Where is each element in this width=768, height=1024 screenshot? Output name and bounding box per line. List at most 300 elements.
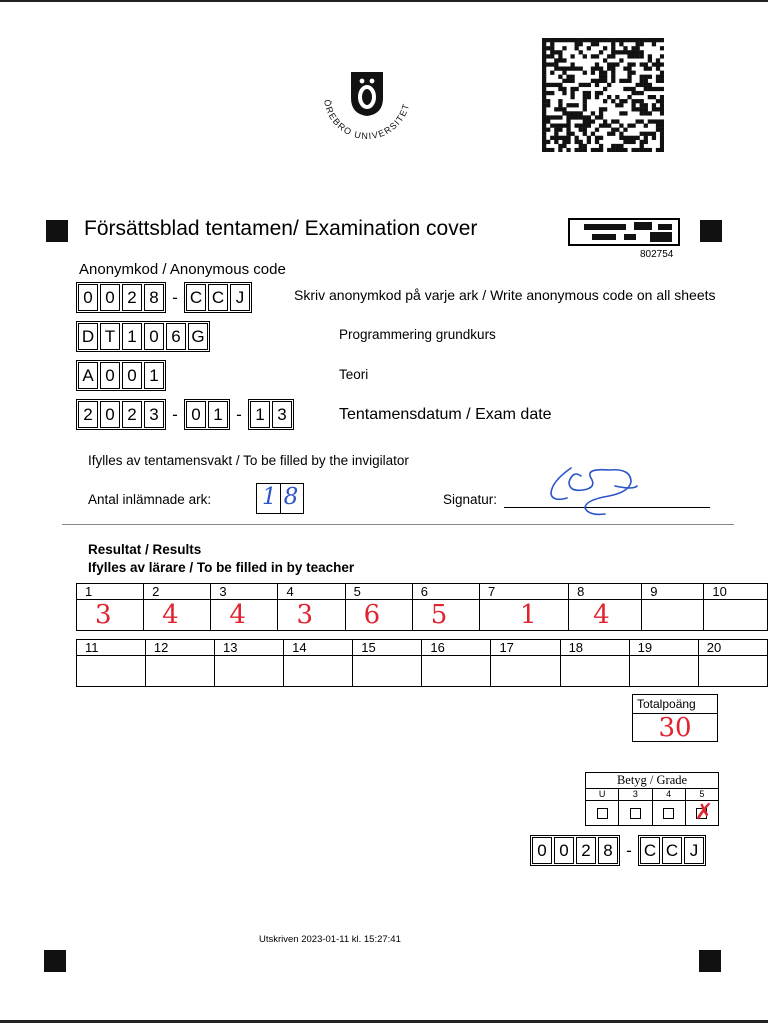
qr-module: [558, 107, 562, 111]
code-digit: 0: [554, 837, 574, 864]
qr-module: [550, 50, 554, 54]
question-number: 14: [284, 640, 353, 656]
question-number: 4: [278, 584, 345, 600]
qr-module: [575, 103, 579, 107]
qr-module: [595, 54, 599, 58]
question-number: 2: [144, 584, 211, 600]
qr-module: [652, 119, 656, 123]
qr-module: [562, 79, 566, 83]
qr-module: [546, 140, 550, 144]
qr-module: [595, 62, 599, 66]
course-code-group: [76, 321, 210, 352]
date-digit: 1: [250, 401, 270, 428]
qr-module: [636, 54, 640, 58]
anonymous-code-instruction: Skriv anonymkod på varje ark / Write anonymous code on all sheets: [294, 287, 716, 303]
qr-module: [546, 62, 550, 66]
qr-module: [566, 148, 570, 152]
qr-module: [619, 132, 623, 136]
qr-module: [542, 107, 546, 111]
qr-module: [652, 38, 656, 42]
date-digit: 3: [144, 401, 164, 428]
qr-module: [611, 62, 615, 66]
qr-module: [554, 140, 558, 144]
question-score: [353, 656, 422, 687]
qr-module: [660, 75, 664, 79]
code-digit: 0: [78, 284, 98, 311]
qr-module: [579, 148, 583, 152]
qr-module: [644, 83, 648, 87]
qr-module: [603, 75, 607, 79]
question-score: [77, 656, 146, 687]
qr-module: [579, 144, 583, 148]
qr-module: [623, 50, 627, 54]
qr-module: [587, 136, 591, 140]
qr-module: [570, 79, 574, 83]
qr-module: [648, 119, 652, 123]
invigilator-heading: Ifylles av tentamensvakt / To be filled by the invigilator: [88, 453, 409, 468]
sheets-count-box: [256, 483, 304, 514]
code-letter: C: [640, 837, 660, 864]
code-letter: C: [208, 284, 228, 311]
qr-module: [615, 103, 619, 107]
qr-module: [623, 140, 627, 144]
qr-module: [583, 38, 587, 42]
separator: [62, 524, 734, 525]
qr-module: [575, 42, 579, 46]
question-number: 17: [491, 640, 560, 656]
qr-module: [579, 111, 583, 115]
code-digit: 8: [144, 284, 164, 311]
qr-module: [623, 136, 627, 140]
qr-module: [627, 62, 631, 66]
qr-module: [611, 75, 615, 79]
qr-module: [644, 140, 648, 144]
qr-module: [587, 46, 591, 50]
qr-module: [562, 71, 566, 75]
qr-module: [562, 38, 566, 42]
qr-module: [619, 136, 623, 140]
grade-box: [585, 772, 719, 826]
course-code-char: 1: [122, 323, 142, 350]
qr-module: [591, 71, 595, 75]
qr-module: [587, 124, 591, 128]
printed-timestamp: Utskriven 2023-01-11 kl. 15:27:41: [259, 934, 401, 945]
qr-module: [656, 67, 660, 71]
code-digit: 0: [532, 837, 552, 864]
qr-module: [636, 148, 640, 152]
course-code-char: 0: [144, 323, 164, 350]
qr-module: [583, 99, 587, 103]
qr-module: [631, 50, 635, 54]
qr-module: [631, 71, 635, 75]
qr-module: [640, 83, 644, 87]
qr-module: [599, 148, 603, 152]
total-points-label: Totalpoäng: [633, 695, 717, 714]
qr-module: [599, 107, 603, 111]
total-points-box: [632, 694, 718, 742]
qr-module: [660, 79, 664, 83]
code-letter: J: [230, 284, 250, 311]
qr-module: [558, 124, 562, 128]
qr-module: [583, 115, 587, 119]
qr-module: [554, 83, 558, 87]
qr-module: [566, 67, 570, 71]
qr-module: [623, 67, 627, 71]
qr-module: [575, 111, 579, 115]
qr-module: [587, 115, 591, 119]
qr-module: [656, 128, 660, 132]
qr-module: [575, 38, 579, 42]
qr-module: [570, 115, 574, 119]
qr-module: [619, 79, 623, 83]
anonymous-code: [76, 282, 252, 313]
code-letter: C: [662, 837, 682, 864]
qr-module: [562, 46, 566, 50]
qr-module: [627, 140, 631, 144]
qr-module: [660, 95, 664, 99]
grade-checkbox: [597, 808, 608, 819]
qr-module: [648, 95, 652, 99]
question-number: 15: [353, 640, 422, 656]
qr-module: [546, 115, 550, 119]
qr-module: [648, 75, 652, 79]
qr-module: [558, 67, 562, 71]
question-number: 5: [345, 584, 412, 600]
qr-module: [583, 132, 587, 136]
qr-module: [542, 79, 546, 83]
exam-date-label: Tentamensdatum / Exam date: [339, 406, 552, 423]
qr-module: [607, 148, 611, 152]
qr-module: [619, 42, 623, 46]
qr-module: [644, 148, 648, 152]
qr-module: [583, 144, 587, 148]
qr-module: [648, 67, 652, 71]
qr-module: [562, 136, 566, 140]
qr-module: [599, 115, 603, 119]
qr-module: [595, 115, 599, 119]
qr-module: [542, 99, 546, 103]
qr-module: [652, 132, 656, 136]
code-digit-group: [76, 282, 166, 313]
question-score: [422, 656, 491, 687]
qr-module: [542, 111, 546, 115]
qr-module: [575, 67, 579, 71]
qr-module: [579, 115, 583, 119]
question-score: [642, 600, 704, 631]
qr-module: [579, 67, 583, 71]
qr-module: [607, 83, 611, 87]
qr-module: [660, 62, 664, 66]
date-digit: 2: [122, 401, 142, 428]
qr-module: [595, 128, 599, 132]
qr-module: [599, 136, 603, 140]
question-score: [491, 656, 560, 687]
footer-digit-group: [530, 835, 620, 866]
qr-module: [595, 140, 599, 144]
qr-module: [660, 136, 664, 140]
qr-module: [558, 75, 562, 79]
qr-module: [595, 148, 599, 152]
qr-module: [656, 99, 660, 103]
qr-module: [554, 62, 558, 66]
qr-module: [554, 128, 558, 132]
question-number: 12: [145, 640, 214, 656]
qr-module: [542, 62, 546, 66]
qr-module: [611, 46, 615, 50]
qr-module: [562, 58, 566, 62]
qr-module: [631, 54, 635, 58]
qr-module: [542, 91, 546, 95]
qr-module: [623, 111, 627, 115]
exam-date: [76, 399, 294, 430]
qr-module: [554, 50, 558, 54]
qr-module: [570, 67, 574, 71]
qr-module: [636, 119, 640, 123]
qr-module: [640, 111, 644, 115]
question-score: 3: [77, 600, 144, 631]
qr-module: [648, 132, 652, 136]
qr-module: [542, 124, 546, 128]
question-score: 3: [278, 600, 345, 631]
qr-module: [542, 136, 546, 140]
qr-module: [615, 148, 619, 152]
qr-module: [631, 91, 635, 95]
qr-module: [542, 148, 546, 152]
code-digit: 8: [598, 837, 618, 864]
qr-module: [591, 54, 595, 58]
qr-module: [619, 111, 623, 115]
question-number: 20: [698, 640, 767, 656]
qr-module: [591, 119, 595, 123]
qr-module: [583, 95, 587, 99]
qr-module: [631, 103, 635, 107]
qr-module: [579, 50, 583, 54]
qr-module: [570, 38, 574, 42]
qr-module: [566, 103, 570, 107]
date-digit: 0: [100, 401, 120, 428]
qr-module: [615, 144, 619, 148]
code-letter: C: [186, 284, 206, 311]
qr-module: [640, 38, 644, 42]
code-digit: 2: [576, 837, 596, 864]
course-name: Programmering grundkurs: [339, 327, 496, 342]
qr-module: [583, 119, 587, 123]
course-code-char: G: [188, 323, 208, 350]
qr-module: [656, 124, 660, 128]
qr-module: [619, 99, 623, 103]
code-letter: J: [684, 837, 704, 864]
qr-module: [558, 38, 562, 42]
qr-module: [603, 124, 607, 128]
qr-module: [595, 67, 599, 71]
qr-module: [619, 103, 623, 107]
qr-module: [640, 119, 644, 123]
module-code-char: 1: [144, 362, 164, 389]
qr-module: [599, 79, 603, 83]
qr-module: [623, 148, 627, 152]
qr-module: [546, 99, 550, 103]
qr-module: [542, 83, 546, 87]
qr-module: [627, 95, 631, 99]
qr-module: [660, 99, 664, 103]
qr-module: [583, 54, 587, 58]
qr-module: [631, 99, 635, 103]
qr-module: [558, 83, 562, 87]
qr-module: [607, 132, 611, 136]
qr-module: [656, 148, 660, 152]
question-score: [284, 656, 353, 687]
qr-module: [615, 38, 619, 42]
alignment-marker: [700, 220, 722, 242]
qr-module: [648, 87, 652, 91]
qr-module: [656, 107, 660, 111]
qr-module: [587, 95, 591, 99]
qr-module: [546, 128, 550, 132]
qr-module: [599, 111, 603, 115]
qr-module: [652, 95, 656, 99]
qr-module: [542, 128, 546, 132]
qr-module: [615, 50, 619, 54]
qr-module: [566, 79, 570, 83]
qr-module: [627, 124, 631, 128]
qr-module: [546, 91, 550, 95]
qr-module: [566, 75, 570, 79]
qr-module: [623, 87, 627, 91]
qr-module: [579, 128, 583, 132]
module-code: [76, 360, 166, 391]
qr-module: [558, 144, 562, 148]
qr-module: [648, 111, 652, 115]
qr-module: [656, 75, 660, 79]
qr-module: [579, 38, 583, 42]
qr-module: [652, 103, 656, 107]
exam-day-group: [248, 399, 294, 430]
anonymous-code-label: Anonymkod / Anonymous code: [79, 261, 286, 278]
total-points-value: 30: [658, 713, 692, 743]
code-digit: 2: [122, 284, 142, 311]
qr-module: [599, 91, 603, 95]
qr-module: [611, 67, 615, 71]
qr-module: [640, 42, 644, 46]
qr-module: [611, 99, 615, 103]
qr-module: [603, 119, 607, 123]
qr-module: [579, 124, 583, 128]
signature-label: Signatur:: [443, 492, 498, 507]
qr-module: [615, 62, 619, 66]
qr-module: [644, 124, 648, 128]
qr-module: [562, 124, 566, 128]
module-code-char: A: [78, 362, 98, 389]
qr-module: [644, 87, 648, 91]
question-number: 6: [412, 584, 479, 600]
qr-module: [554, 115, 558, 119]
question-number: 13: [215, 640, 284, 656]
qr-module: [591, 132, 595, 136]
date-digit: 2: [78, 401, 98, 428]
qr-module: [591, 38, 595, 42]
qr-module: [562, 111, 566, 115]
qr-module: [603, 46, 607, 50]
qr-module: [615, 128, 619, 132]
qr-module: [656, 119, 660, 123]
qr-module: [615, 119, 619, 123]
question-score: [704, 600, 768, 631]
qr-module: [562, 144, 566, 148]
qr-module: [631, 140, 635, 144]
qr-module: [623, 46, 627, 50]
qr-module: [623, 99, 627, 103]
qr-module: [640, 103, 644, 107]
qr-module: [595, 83, 599, 87]
qr-module: [631, 62, 635, 66]
qr-module: [546, 54, 550, 58]
bottom-border: [0, 1020, 768, 1023]
qr-module: [636, 107, 640, 111]
qr-module: [587, 140, 591, 144]
qr-module: [603, 87, 607, 91]
qr-module: [627, 79, 631, 83]
qr-module: [627, 67, 631, 71]
qr-module: [611, 132, 615, 136]
footer-letter-group: [638, 835, 706, 866]
qr-module: [570, 95, 574, 99]
qr-module: [542, 58, 546, 62]
qr-module: [542, 87, 546, 91]
qr-module: [640, 79, 644, 83]
qr-module: [575, 148, 579, 152]
qr-module: [599, 144, 603, 148]
qr-module: [648, 58, 652, 62]
qr-module: [631, 124, 635, 128]
qr-module: [591, 148, 595, 152]
qr-module: [550, 46, 554, 50]
question-number: 18: [560, 640, 629, 656]
qr-module: [550, 83, 554, 87]
qr-module: [570, 87, 574, 91]
qr-module: [623, 128, 627, 132]
qr-module: [587, 91, 591, 95]
question-score: [215, 656, 284, 687]
question-number: 1: [77, 584, 144, 600]
dash: -: [172, 404, 178, 424]
qr-module: [558, 58, 562, 62]
qr-module: [542, 54, 546, 58]
question-number: 8: [569, 584, 642, 600]
qr-module: [550, 38, 554, 42]
qr-module: [611, 128, 615, 132]
qr-module: [550, 124, 554, 128]
qr-module: [644, 62, 648, 66]
qr-module: [611, 54, 615, 58]
grade-label: 4: [653, 789, 685, 801]
qr-module: [575, 140, 579, 144]
qr-module: [570, 54, 574, 58]
qr-module: [542, 75, 546, 79]
qr-module: [599, 67, 603, 71]
top-border: [0, 0, 768, 2]
qr-module: [644, 111, 648, 115]
qr-module: [607, 38, 611, 42]
qr-module: [575, 115, 579, 119]
qr-module: [636, 42, 640, 46]
qr-module: [656, 58, 660, 62]
course-code: [76, 321, 210, 352]
qr-module: [607, 95, 611, 99]
qr-module: [570, 75, 574, 79]
question-score: [560, 656, 629, 687]
qr-module: [652, 42, 656, 46]
signature: [545, 460, 645, 520]
